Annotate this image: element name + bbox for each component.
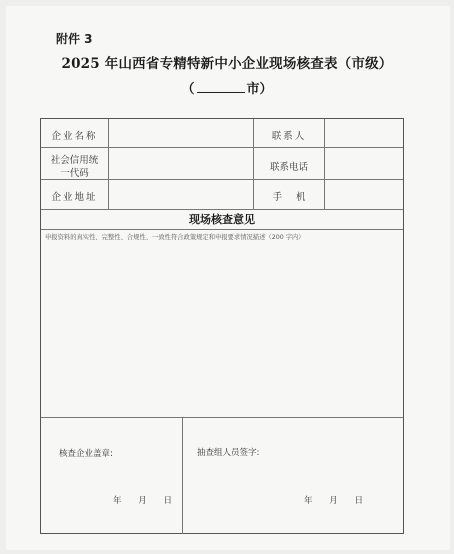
mobile-field[interactable] (325, 181, 403, 207)
seal-date-month: 月 (138, 496, 147, 506)
row-divider (41, 209, 403, 210)
credit-code-label-line1: 社会信用统 (50, 155, 99, 166)
address-field[interactable] (109, 181, 252, 207)
subtitle-open: （ (181, 82, 195, 97)
subtitle-close: 市） (246, 82, 273, 97)
inspector-date-month: 月 (329, 496, 338, 506)
inspector-date (304, 494, 363, 506)
company-name-field[interactable] (109, 121, 252, 145)
inspector-date-year: 年 (304, 496, 313, 506)
credit-code-label-line2: 一代码 (60, 168, 89, 179)
address-label: 企业地址 (51, 192, 98, 203)
row-divider (41, 147, 403, 148)
seal-date-day: 日 (163, 496, 172, 506)
opinion-text-area[interactable] (45, 244, 399, 414)
phone-label: 联系电话 (269, 162, 308, 173)
form-title: 2025 年山西省专精特新中小企业现场核查表（市级） (61, 56, 393, 72)
phone-field[interactable] (325, 151, 403, 177)
seal-date-year: 年 (113, 496, 122, 506)
contact-label: 联系人 (271, 131, 307, 142)
row-divider (41, 179, 403, 180)
company-seal-label: 核查企业盖章: (59, 449, 113, 459)
credit-code-field[interactable] (109, 151, 252, 177)
inspector-date-day: 日 (354, 496, 363, 506)
city-subtitle (0, 78, 454, 97)
inspection-table (40, 118, 404, 534)
seal-date (113, 494, 172, 506)
city-blank[interactable] (197, 80, 245, 93)
opinion-instruction: 申报资料的真实性、完整性、合规性、一致性符合政策规定和申报要求情况描述（200 字内） (45, 234, 305, 241)
contact-field[interactable] (325, 121, 403, 145)
col-divider (182, 417, 183, 534)
mobile-label: 手机 (272, 192, 320, 203)
company-name-label: 企业名称 (51, 131, 98, 142)
row-divider (41, 229, 403, 230)
opinion-heading: 现场核查意见 (189, 213, 255, 226)
annex-label: 附件 3 (56, 32, 93, 46)
row-divider (41, 417, 403, 418)
inspector-signature-label: 抽查组人员签字: (197, 448, 260, 458)
